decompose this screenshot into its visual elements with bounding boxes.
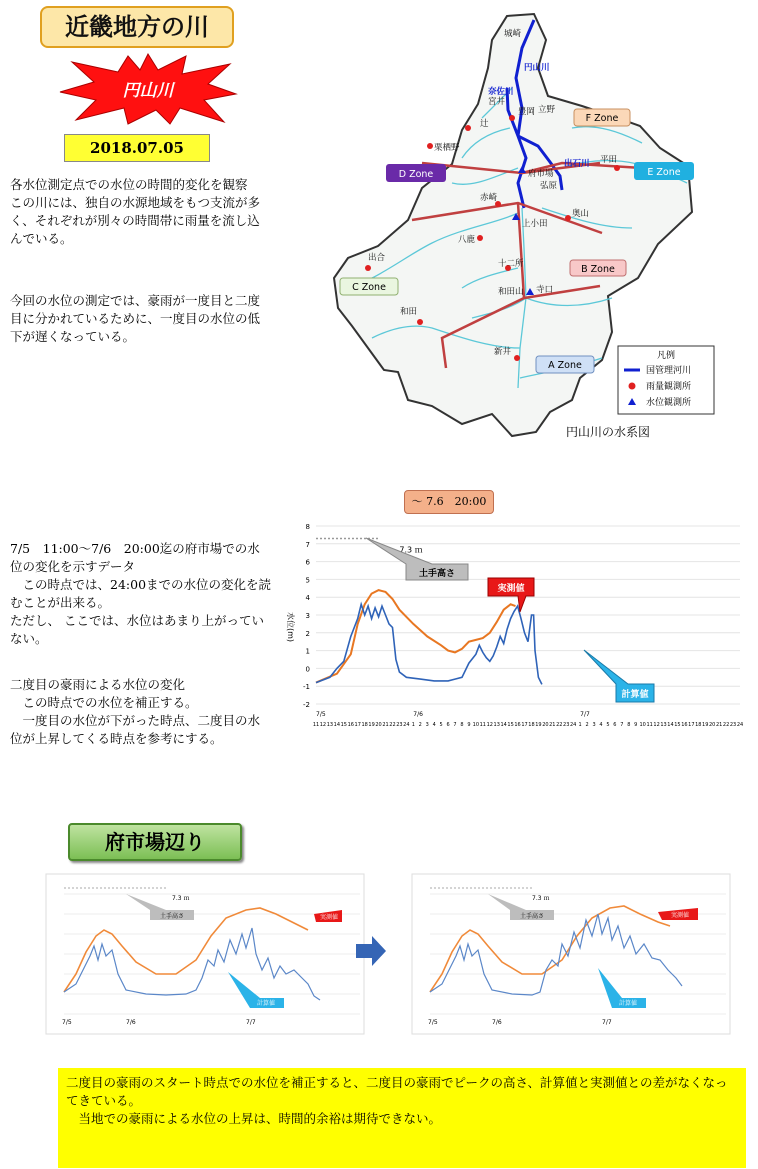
x-tick-label: 18 (695, 722, 702, 728)
x-tick-label: 7 (453, 722, 457, 728)
place-label: 平田 (600, 155, 618, 165)
day-label: 7/5 (62, 1019, 72, 1026)
x-tick-label: 17 (354, 722, 361, 728)
x-tick-label: 17 (688, 722, 695, 728)
water-level-chart (282, 516, 742, 736)
x-tick-label: 20 (542, 722, 549, 728)
x-tick-label: 12 (319, 722, 327, 728)
x-tick-label: 15 (507, 722, 514, 728)
y-tick-label: 1 (305, 647, 310, 656)
levee-callout-label: 土手高さ (418, 569, 456, 579)
place-label: 十二所 (498, 259, 524, 269)
x-tick-label: 18 (361, 722, 368, 728)
place-label: 出石川 (564, 159, 590, 169)
place-label: 新井 (494, 347, 512, 357)
y-tick-label: 4 (305, 594, 310, 603)
river-system-map (312, 8, 732, 448)
intro-paragraph-1: 各水位測定点での水位の時間的変化を観察 この川には、独自の水源地域をもつ支流が多く、それぞれが別々の時間帯に雨量を流し込んでいる。 (10, 177, 261, 246)
x-tick-label: 15 (340, 722, 347, 728)
small-chart-after (412, 874, 730, 1034)
page-title: 近畿地方の川 (40, 6, 234, 48)
x-tick-label: 17 (521, 722, 528, 728)
place-label: 立野 (538, 105, 556, 115)
x-tick-label: 2 (418, 722, 422, 728)
date-badge: 2018.07.05 (64, 134, 210, 162)
y-tick-label: 0 (305, 665, 310, 674)
zone-a-label: A Zone (548, 360, 582, 371)
x-day-label: 7/5 (316, 711, 326, 718)
x-tick-label: 14 (333, 722, 341, 728)
legend-item: 雨量観測所 (646, 382, 692, 392)
measured-callout-label: 実測値 (670, 912, 690, 919)
calculated-series-line (316, 604, 542, 684)
x-tick-label: 4 (432, 722, 436, 728)
chart-paragraph-2: 二度目の豪雨による水位の変化 この時点での水位を補正する。 一度目の水位が下がった時点、二度目の水位が上昇してくる時点を参考にする。 (10, 677, 261, 746)
x-tick-label: 23 (396, 722, 403, 728)
measured-callout-label: 実測値 (319, 914, 339, 921)
day-label: 7/6 (492, 1019, 502, 1026)
x-tick-label: 5 (606, 722, 610, 728)
day-label: 7/7 (602, 1019, 612, 1026)
place-label: 奈佐川 (488, 87, 514, 97)
x-tick-label: 3 (425, 722, 429, 728)
x-tick-label: 12 (486, 722, 493, 728)
x-tick-label: 18 (528, 722, 535, 728)
place-label: 宮井 (488, 97, 506, 107)
y-tick-label: 8 (305, 523, 310, 531)
levee-callout-label: 土手高さ (159, 913, 185, 920)
levee-value-label: 7.3 ｍ (172, 895, 190, 902)
y-tick-label: -1 (303, 683, 310, 692)
x-tick-label: 21 (715, 722, 723, 728)
place-label: 栗栖野 (434, 143, 460, 153)
x-tick-label: 11 (479, 722, 487, 728)
x-tick-label: 11 (646, 722, 653, 728)
calculated-callout (584, 650, 654, 702)
place-label: 赤崎 (480, 193, 498, 203)
x-tick-label: 14 (667, 722, 674, 728)
river-name-label: 円山川 (122, 81, 174, 101)
place-label: 寺口 (536, 285, 554, 295)
x-tick-label: 13 (326, 722, 334, 728)
x-tick-label: 11 (312, 722, 320, 728)
place-label: 和田 (400, 307, 418, 317)
x-tick-label: 13 (493, 722, 500, 728)
place-label: 上小田 (522, 219, 548, 229)
x-tick-label: 24 (403, 722, 410, 728)
levee-value-label: 7.3 ｍ (399, 545, 423, 555)
x-tick-label: 22 (556, 722, 563, 728)
x-tick-label: 15 (674, 722, 681, 728)
day-label: 7/6 (126, 1019, 136, 1026)
river-name-starburst (58, 52, 238, 126)
x-tick-label: 22 (389, 722, 396, 728)
x-tick-label: 23 (729, 722, 737, 728)
x-tick-label: 21 (549, 722, 556, 728)
map-legend (618, 346, 714, 414)
place-label: 府市場 (528, 169, 554, 179)
calculated-callout-label: 計算値 (256, 1000, 276, 1007)
measured-callout (488, 578, 534, 612)
x-tick-label: 22 (722, 722, 730, 728)
x-tick-label: 6 (613, 722, 617, 728)
x-tick-label: 16 (347, 722, 354, 728)
x-tick-label: 21 (382, 722, 389, 728)
place-label: 和田山 (498, 287, 524, 297)
x-tick-label: 8 (460, 722, 464, 728)
x-tick-label: 6 (446, 722, 450, 728)
zone-c-label: C Zone (352, 282, 386, 293)
x-tick-label: 16 (514, 722, 521, 728)
y-axis-label: 水位(m) (286, 612, 295, 643)
y-tick-label: 3 (305, 612, 310, 620)
x-tick-label: 10 (472, 722, 480, 728)
x-tick-label: 1 (411, 722, 415, 728)
x-tick-label: 19 (702, 722, 709, 728)
legend-title: 凡例 (656, 351, 676, 361)
time-badge: ～ 7.6 20:00 (404, 490, 494, 514)
x-tick-label: 7 (620, 722, 624, 728)
y-tick-label: 5 (305, 576, 310, 585)
place-label: 弘原 (540, 181, 558, 191)
zone-f-label: F Zone (585, 113, 619, 124)
x-tick-label: 12 (653, 722, 660, 728)
place-label: 豊岡 (518, 107, 536, 117)
zone-e-label: E Zone (647, 167, 681, 178)
x-tick-label: 19 (535, 722, 542, 728)
x-tick-label: 9 (634, 722, 638, 728)
y-tick-label: 2 (305, 629, 310, 638)
day-label: 7/7 (246, 1019, 256, 1026)
y-tick-label: 6 (305, 558, 310, 567)
x-tick-label: 10 (639, 722, 646, 728)
x-tick-label: 2 (585, 722, 589, 728)
x-tick-label: 13 (660, 722, 667, 728)
x-tick-label: 19 (368, 722, 375, 728)
y-tick-label: -2 (303, 701, 310, 709)
zone-d-label: D Zone (398, 169, 434, 180)
levee-callout-label: 土手高さ (519, 913, 545, 920)
legend-item: 水位観測所 (646, 398, 692, 408)
x-tick-label: 23 (563, 722, 570, 728)
day-label: 7/5 (428, 1019, 438, 1026)
place-label: 辻 (480, 119, 489, 129)
map-caption: 円山川の水系図 (565, 425, 651, 439)
x-day-label: 7/7 (580, 711, 590, 718)
place-label: 出合 (368, 253, 386, 263)
place-label: 城崎 (504, 29, 522, 39)
x-tick-label: 14 (500, 722, 507, 728)
intro-paragraph-2: 今回の水位の測定では、豪雨が一度目と二度目に分かれているために、一度目の水位の低下が遅くなっている。 (10, 293, 261, 344)
x-tick-label: 8 (627, 722, 631, 728)
y-tick-labels (303, 523, 311, 709)
place-label: 奥山 (572, 209, 590, 219)
x-tick-label: 1 (578, 722, 582, 728)
legend-item: 国管理河川 (646, 366, 692, 376)
x-tick-label: 5 (439, 722, 443, 728)
x-tick-label: 4 (599, 722, 603, 728)
y-tick-label: 7 (305, 540, 310, 549)
conclusion-box: 二度目の豪雨のスタート時点での水位を補正すると、二度目の豪雨でピークの高さ、計算値と実測値との差がなくなってきている。 当地での豪雨による水位の上昇は、時間的余裕は期待できない。 (58, 1068, 746, 1168)
place-label: 円山川 (524, 63, 550, 73)
x-tick-label: 24 (736, 722, 744, 728)
x-tick-label: 3 (592, 722, 596, 728)
x-tick-label: 20 (709, 722, 716, 728)
x-tick-label: 16 (681, 722, 688, 728)
levee-value-label: 7.3 ｍ (532, 895, 550, 902)
x-day-label: 7/6 (413, 711, 423, 718)
x-tick-labels (313, 711, 743, 728)
calculated-callout-label: 計算値 (621, 690, 649, 700)
zone-b-label: B Zone (581, 264, 615, 275)
right-arrow-icon (354, 934, 388, 968)
place-label: 八鹿 (458, 235, 476, 245)
calculated-callout-label: 計算値 (618, 1000, 638, 1007)
x-tick-label: 9 (467, 722, 471, 728)
measured-callout-label: 実測値 (497, 584, 525, 594)
section-heading: 府市場辺り (68, 823, 242, 861)
x-tick-label: 20 (375, 722, 382, 728)
x-tick-label: 24 (569, 722, 577, 728)
small-chart-before (46, 874, 364, 1034)
chart-paragraph-1: 7/5 11:00～7/6 20:00迄の府市場での水位の変化を示すデータ この時点では、24:00までの水位の変化を読むことが出来る。 ただし、 ここでは、水位はあまり上がっていない。 (10, 541, 272, 646)
